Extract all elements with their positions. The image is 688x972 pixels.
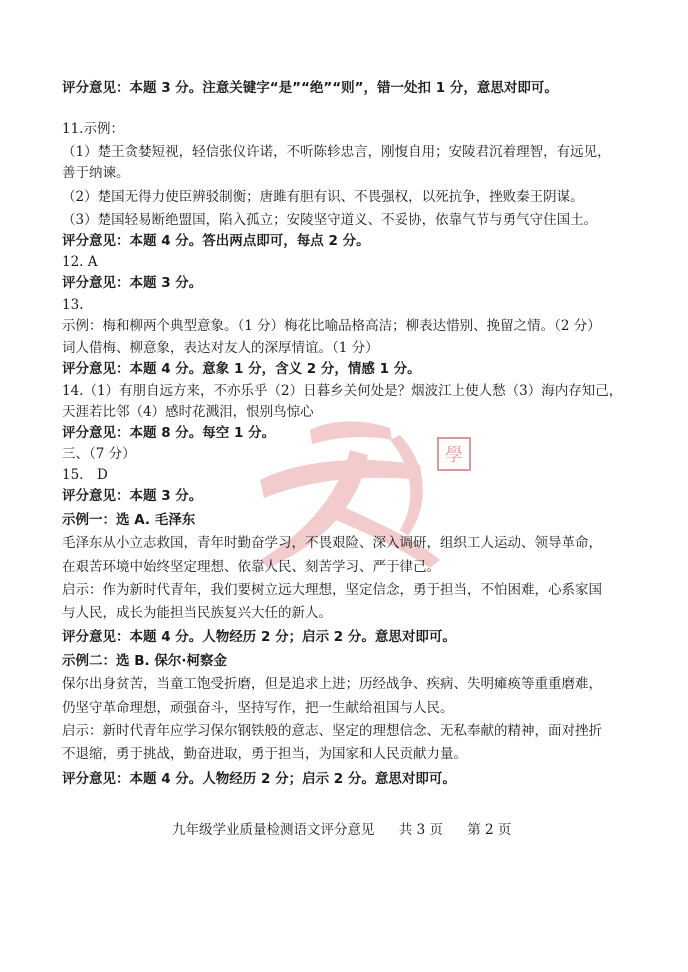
scoring-note-line: 评分意见：本题 3 分。注意关键字“是”“绝”“则”，错一处扣 1 分，意思对即可。 — [62, 80, 558, 96]
scoring-note-line: 评分意见：本题 8 分。每空 1 分。 — [62, 425, 276, 441]
answer-text-line: 12. A — [62, 254, 98, 270]
footer-total-pages: 共 3 页 — [398, 822, 443, 838]
scoring-note-line: 评分意见：本题 4 分。人物经历 2 分；启示 2 分。意思对即可。 — [62, 771, 456, 787]
answer-text-line: 毛泽东从小立志救国，青年时勤奋学习，不畏艰险、深入调研，组织工人运动、领导革命， — [62, 535, 602, 551]
answer-text-line: 在艰苦环境中始终坚定理想、依靠人民、刻苦学习、严于律己。 — [62, 559, 440, 575]
scoring-note-line: 示例二：选 B. 保尔·柯察金 — [62, 653, 227, 669]
scoring-note-line: 示例一：选 A. 毛泽东 — [62, 512, 196, 528]
answer-text-line: 15. D — [62, 467, 108, 483]
footer-title: 九年级学业质量检测语文评分意见 — [172, 822, 375, 838]
answer-text-line: 三、（7 分） — [62, 446, 136, 462]
scoring-note-line: 评分意见：本题 4 分。意象 1 分，含义 2 分，情感 1 分。 — [62, 361, 421, 377]
answer-text-line: 仍坚守革命理想，顽强奋斗，坚持写作，把一生献给祖国与人民。 — [62, 700, 454, 716]
answer-text-line: 11.示例： — [62, 121, 124, 137]
scoring-note-line: 评分意见：本题 4 分。答出两点即可，每点 2 分。 — [62, 233, 370, 249]
scoring-note-line: 评分意见：本题 4 分。人物经历 2 分；启示 2 分。意思对即可。 — [62, 629, 456, 645]
answer-text-line: （1）楚王贪婪短视，轻信张仪许诺，不听陈轸忠言，刚愎自用；安陵君沉着理智，有远见， — [62, 144, 611, 160]
answer-text-line: 启示：作为新时代青年，我们要树立远大理想，坚定信念，勇于担当，不怕困难，心系家国 — [62, 582, 602, 598]
answer-text-line: 天涯若比邻（4）感时花溅泪，恨别鸟惊心 — [62, 404, 314, 420]
answer-text-line: （3）楚国轻易断绝盟国，陷入孤立；安陵坚守道义、不妥协，依靠气节与勇气守住国土。 — [62, 212, 598, 228]
svg-text:學: 學 — [445, 445, 463, 466]
answer-text-line: 启示：新时代青年应学习保尔钢铁般的意志、坚定的理想信念、无私奉献的精神，面对挫折 — [62, 723, 602, 739]
scoring-note-line: 评分意见：本题 3 分。 — [62, 275, 203, 291]
answer-text-line: 不退缩，勇于挑战，勤奋进取，勇于担当，为国家和人民贡献力量。 — [62, 746, 467, 762]
answer-text-line: 14.（1）有朋自远方来，不亦乐乎（2）日暮乡关何处是？烟波江上使人愁（3）海内存知己， — [62, 383, 623, 399]
answer-text-line: 示例：梅和柳两个典型意象。（1 分）梅花比喻品格高洁；柳表达惜别、挽留之情。（2 分） — [62, 318, 601, 334]
answer-text-line: 词人借梅、柳意象，表达对友人的深厚情谊。（1 分） — [62, 340, 379, 356]
answer-text-line: 与人民，成长为能担当民族复兴大任的新人。 — [62, 605, 332, 621]
answer-text-line: （2）楚国无得力使臣辨驳制衡；唐雎有胆有识、不畏强权，以死抗争，挫败秦王阴谋。 — [62, 189, 584, 205]
answer-text-line: 保尔出身贫苦，当童工饱受折磨，但是追求上进；历经战争、疾病、失明瘫痪等重重磨难， — [62, 676, 602, 692]
page-footer — [172, 818, 531, 838]
seal-stamp — [438, 438, 470, 470]
answer-text-line: 善于纳谏。 — [62, 165, 130, 181]
footer-page-number: 第 2 页 — [467, 822, 512, 838]
scoring-note-line: 评分意见：本题 3 分。 — [62, 488, 203, 504]
answer-text-line: 13. — [62, 297, 84, 313]
